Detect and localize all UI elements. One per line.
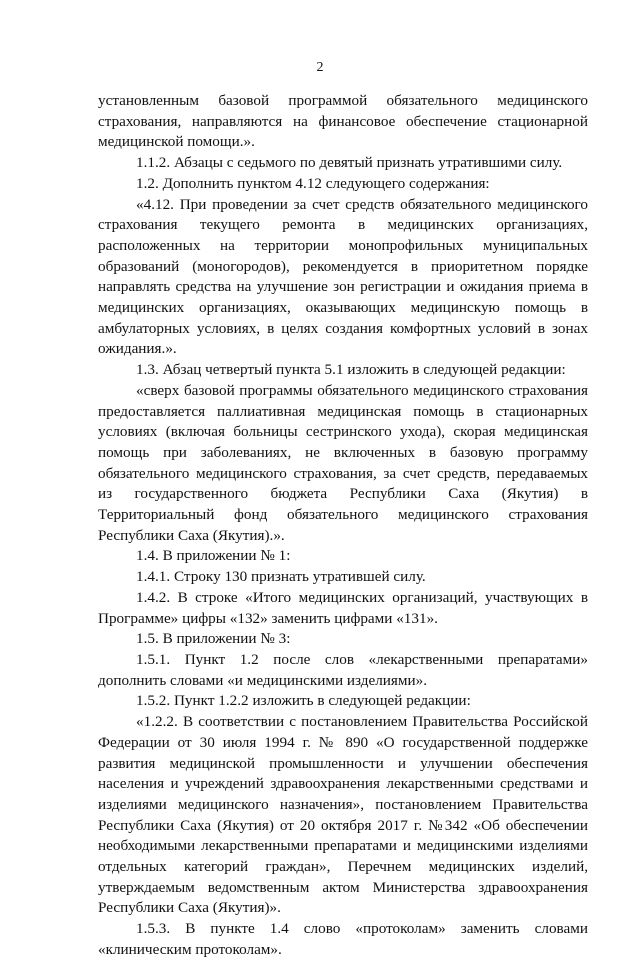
paragraph-1-4-1: 1.4.1. Строку 130 признать утратившей силу.: [136, 568, 426, 586]
paragraph-1-2: 1.2. Дополнить пунктом 4.12 следующего содержания:: [136, 174, 490, 192]
paragraph-quote-5-1: «сверх базовой программы обязательного медицинского страхования предоставляется паллиативная медицинская помощь в стационарных условиях (включая больницы сестринского ухода), скорая медицинская помощь при заболеваниях, не включенных в базовую программу обязательного медицинского страхования, за счет средств, передаваемых из государственного бюджета Республики Саха (Якутия) в Территориальный фонд обязательного медицинского страхования Республики Саха (Якутия).».: [98, 381, 588, 544]
page-number: 2: [316, 60, 324, 75]
paragraph-1-3: 1.3. Абзац четвертый пункта 5.1 изложить в следующей редакции:: [136, 361, 566, 379]
paragraph-quote-4-12: «4.12. При проведении за счет средств обязательного медицинского страхования текущего ремонта в медицинских организациях, расположенных на территории монопрофильных муниципальных образований (моногородов), рекомендуется в приоритетном порядке направлять средства на улучшение зон регистрации и ожидания приема в медицинских организациях, оказывающих медицинскую помощь в амбулаторных условиях, в целях создания комфортных условий в зонах ожидания.».: [98, 195, 588, 358]
document-body: [98, 91, 588, 961]
paragraph-quote-1-2-2: «1.2.2. В соответствии с постановлением Правительства Российской Федерации от 30 июля 1994 г. № 890 «О государственной поддержке развития медицинской промышленности и улучшении обеспечения населения и учреждений здравоохранения лекарственными средствами и изделиями медицинского назначения», постановлением Правительства Республики Саха (Якутия) от 20 октября 2017 г. №342 «Об обеспечении необходимыми лекарственными препаратами и медицинскими изделиями отдельных категорий граждан», Перечнем медицинских изделий, утверждаемым ведомственным актом Министерства здравоохранения Республики Саха (Якутия)».: [98, 713, 588, 917]
paragraph-1-4: 1.4. В приложении № 1:: [136, 547, 291, 565]
paragraph-1-5-3: 1.5.3. В пункте 1.4 слово «протоколам» заменить словами «клиническим протоколам».: [98, 920, 588, 958]
paragraph-continuation: установленным базовой программой обязательного медицинского страхования, направляются на финансовое обеспечение стационарной медицинской помощи.».: [98, 92, 588, 151]
paragraph-1-5-2: 1.5.2. Пункт 1.2.2 изложить в следующей редакции:: [136, 692, 471, 710]
paragraph-1-5: 1.5. В приложении № 3:: [136, 630, 291, 648]
paragraph-1-5-1: 1.5.1. Пункт 1.2 после слов «лекарственными препаратами» дополнить словами «и медицинскими изделиями».: [98, 650, 588, 689]
paragraph-1-1-2: 1.1.2. Абзацы с седьмого по девятый признать утратившими силу.: [136, 154, 563, 172]
paragraph-1-4-2: 1.4.2. В строке «Итого медицинских организаций, участвующих в Программе» цифры «132» заменить цифрами «131».: [98, 588, 588, 627]
